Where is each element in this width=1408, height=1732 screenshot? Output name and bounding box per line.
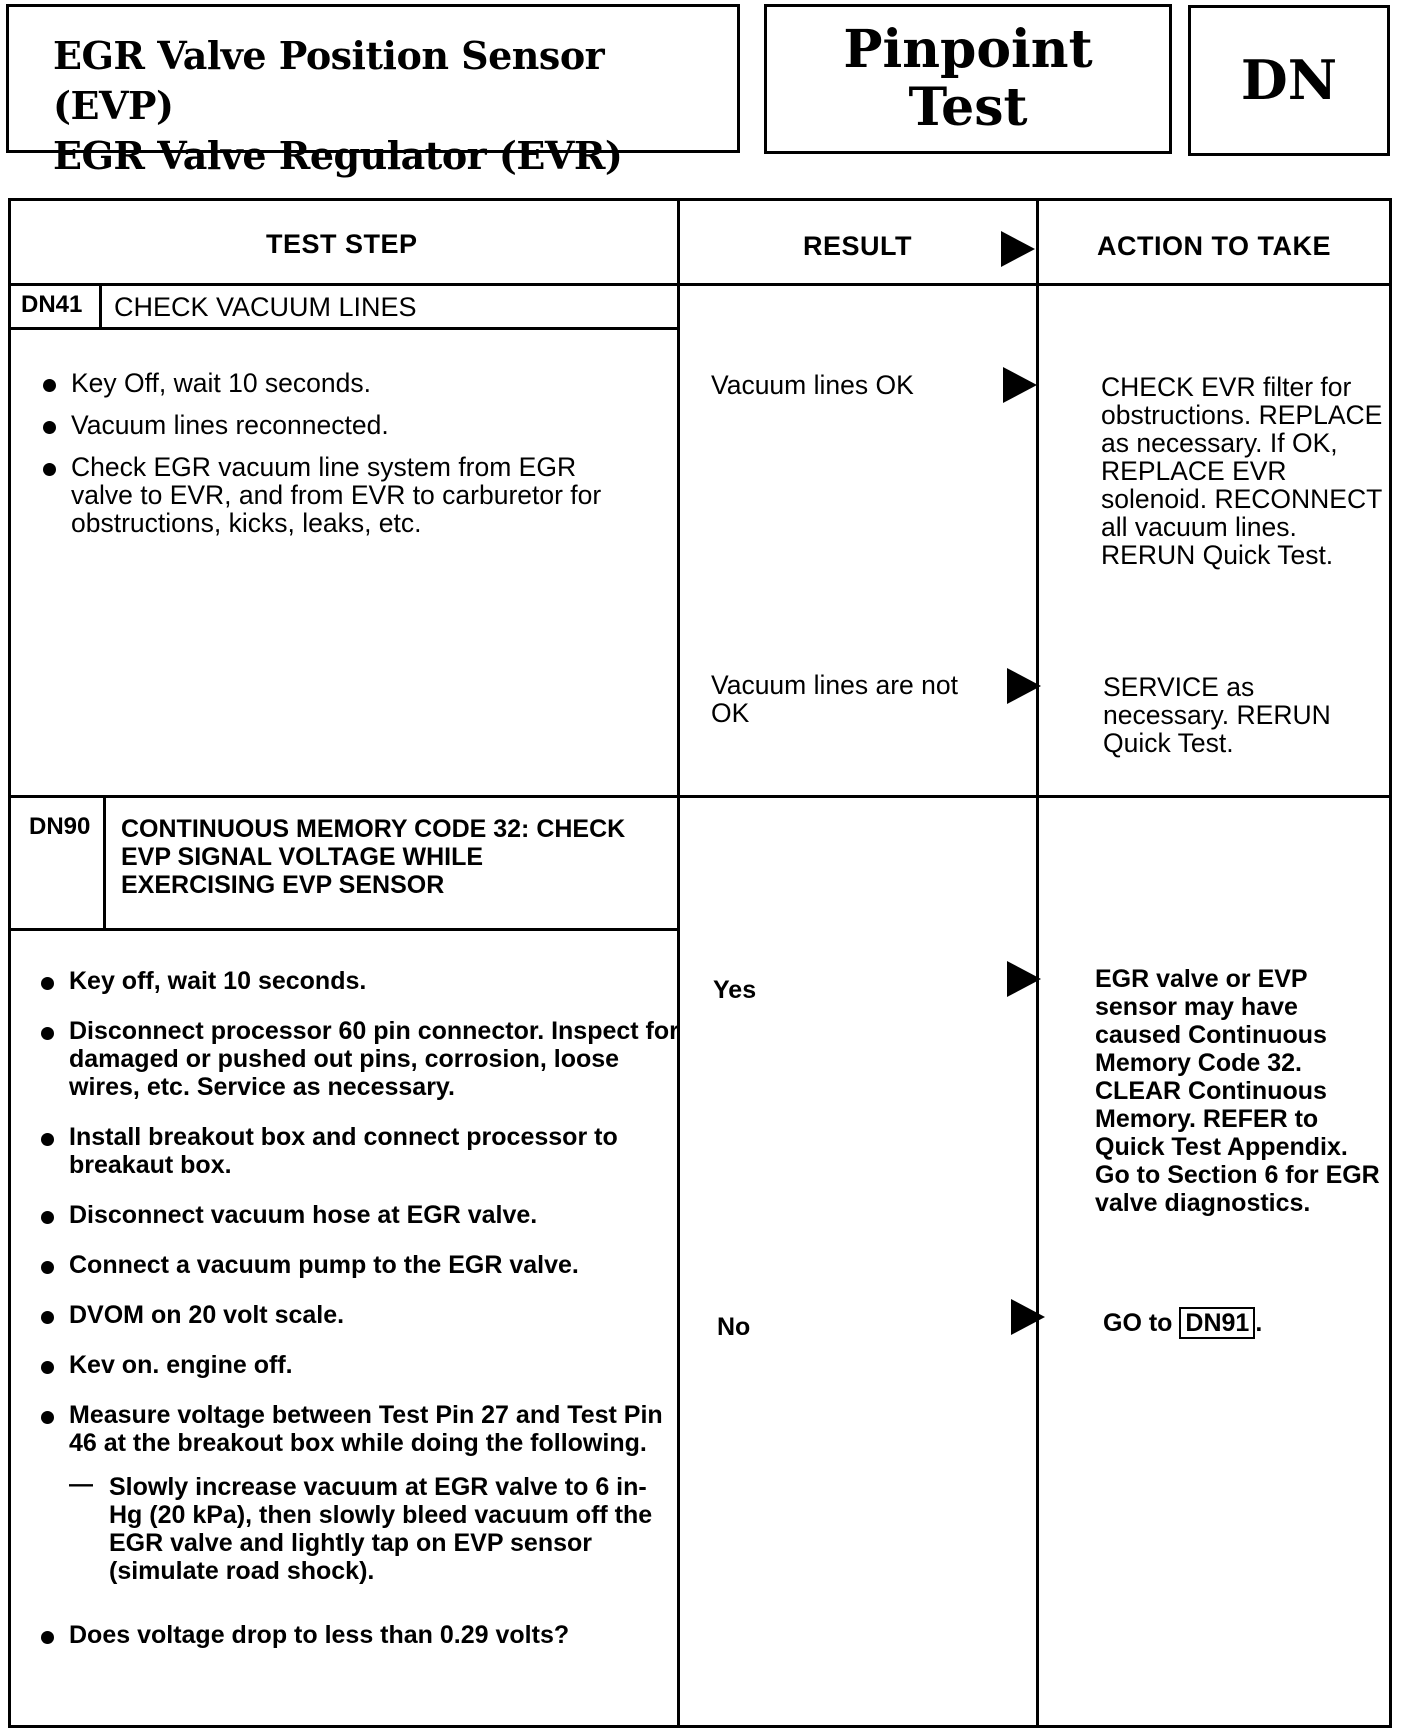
result-vacuum-ok: Vacuum lines OK (711, 370, 914, 400)
list-item: Does voltage drop to less than 0.29 volts? (39, 1621, 679, 1649)
step-number-dn90: DN90 (29, 813, 91, 840)
result-yes: Yes (713, 976, 757, 1004)
list-sub-item: — Slowly increase vacuum at EGR valve to 6 in-Hg (20 kPa), then slowly bleed vacuum off the EGR valve and lightly tap on EVP sensor (simulate road shock). (39, 1473, 679, 1585)
step-title-divider (11, 928, 677, 931)
pinpoint-test-box (764, 4, 1172, 154)
dn90-step-list (39, 967, 679, 1671)
list-item: Key off, wait 10 seconds. (39, 967, 679, 995)
arrow-icon (1007, 961, 1041, 997)
header-action: ACTION TO TAKE (1097, 231, 1331, 261)
list-item: DVOM on 20 volt scale. (39, 1301, 679, 1329)
step-title-dn41: CHECK VACUUM LINES (114, 292, 417, 322)
action-vacuum-not-ok: SERVICE as necessary. RERUN Quick Test. (1103, 672, 1331, 758)
list-item: Disconnect vacuum hose at EGR valve. (39, 1201, 679, 1229)
action-vacuum-ok: CHECK EVR filter for obstructions. REPLACE as necessary. If OK, REPLACE EVR solenoid. RECONNECT all vacuum lines. RERUN Quick Test. (1101, 372, 1383, 570)
step-number-dn41: DN41 (21, 291, 83, 318)
goto-suffix: . (1255, 1309, 1263, 1337)
title-line-1: EGR Valve Position Sensor (EVP) (53, 33, 605, 128)
arrow-icon (1007, 668, 1041, 704)
step-number-divider (99, 283, 102, 328)
action-yes: EGR valve or EVP sensor may have caused Continuous Memory Code 32. CLEAR Continuous Memory. REFER to Quick Test Appendix. Go to Section 6 for EGR valve diagnostics. (1095, 965, 1380, 1217)
goto-step-dn91-link[interactable]: DN91 (1179, 1307, 1255, 1339)
list-item: Key Off, wait 10 seconds. (41, 369, 641, 397)
pinpoint-label: Pinpoint (843, 19, 1093, 80)
title-line-2: EGR Valve Regulator (EVR) (53, 133, 623, 178)
result-vacuum-not-ok: Vacuum lines are not OK (711, 670, 958, 728)
test-label: Test (908, 77, 1028, 138)
list-item: Connect a vacuum pump to the EGR valve. (39, 1251, 679, 1279)
row-divider (11, 795, 1389, 798)
step-title-dn90: CONTINUOUS MEMORY CODE 32: CHECK EVP SIGNAL VOLTAGE WHILE EXERCISING EVP SENSOR (121, 815, 626, 899)
list-item: Measure voltage between Test Pin 27 and Test Pin 46 at the breakout box while doing the following. (39, 1401, 679, 1457)
header-arrow-icon (1001, 231, 1035, 267)
action-no (1103, 1307, 1262, 1339)
header-test-step: TEST STEP (266, 229, 418, 259)
document-title-box (6, 4, 740, 178)
list-item: Vacuum lines reconnected. (41, 411, 641, 439)
goto-label: GO to (1103, 1309, 1173, 1337)
dn41-step-list (41, 369, 641, 551)
arrow-icon (1011, 1299, 1045, 1335)
step-number-divider (103, 795, 106, 929)
header-result: RESULT (803, 231, 912, 261)
list-item: Disconnect processor 60 pin connector. Inspect for damaged or pushed out pins, corrosion, loose wires, etc. Service as necessary. (39, 1017, 679, 1101)
header-divider (11, 283, 1389, 286)
test-code-box: DN (1188, 5, 1390, 156)
pinpoint-test-table (8, 198, 1392, 1728)
result-no: No (717, 1313, 751, 1341)
list-item: Kev on. engine off. (39, 1351, 679, 1379)
arrow-icon (1003, 367, 1037, 403)
list-item: Check EGR vacuum line system from EGR valve to EVR, and from EVR to carburetor for obstructions, kicks, leaks, etc. (41, 453, 641, 537)
list-item: Install breakout box and connect processor to breakaut box. (39, 1123, 679, 1179)
step-title-divider (11, 327, 677, 330)
